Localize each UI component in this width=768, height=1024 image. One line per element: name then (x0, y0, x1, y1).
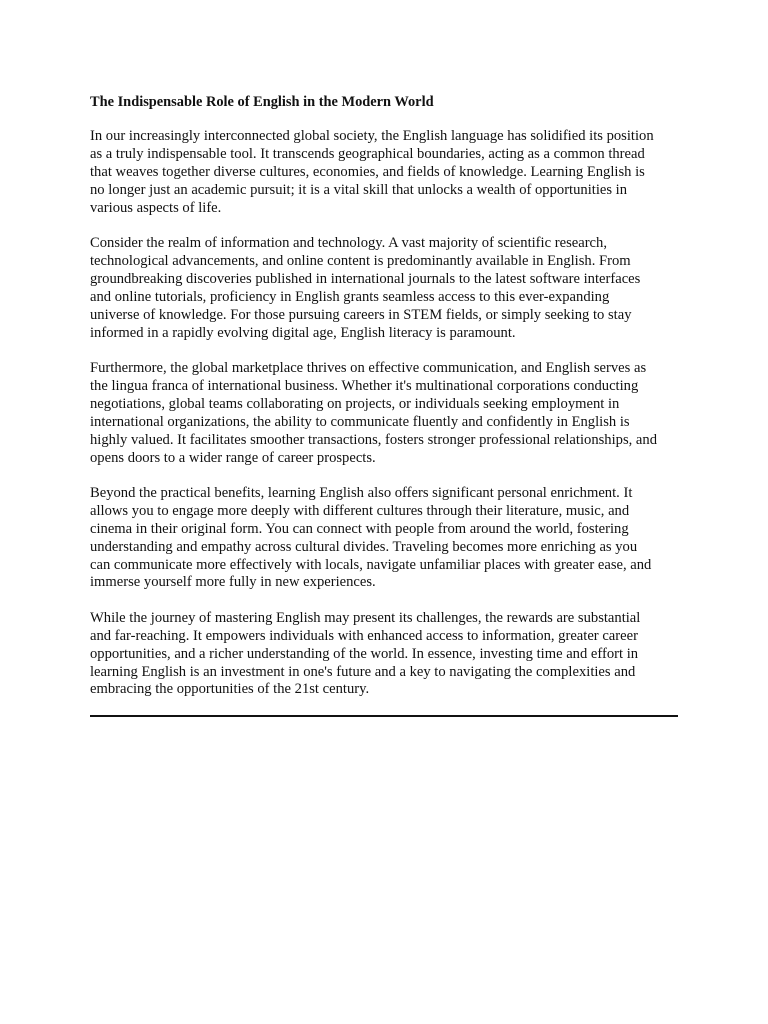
paragraph-line: While the journey of mastering English may present its challenges, the rewards are substantial (90, 609, 641, 626)
paragraph-line: In our increasingly interconnected global society, the English language has solidified its position (90, 128, 654, 144)
paragraph-line: Furthermore, the global marketplace thrives on effective communication, and English serves as (90, 359, 647, 376)
paragraph-line: allows you to engage more deeply with different cultures through their literature, music, and (90, 502, 630, 519)
paragraph-5 (90, 610, 680, 700)
document-body (90, 93, 680, 717)
paragraph-line: the lingua franca of international business. Whether it's multinational corporations conducting (90, 377, 639, 394)
paragraph-line: and online tutorials, proficiency in English grants seamless access to this ever-expanding (90, 288, 610, 305)
paragraph-line: no longer just an academic pursuit; it is a vital skill that unlocks a wealth of opportunities in (90, 181, 628, 198)
paragraph-line: international organizations, the ability to communicate fluently and confidently in English is (90, 413, 630, 430)
paragraph-line: learning English is an investment in one's future and a key to navigating the complexities and (90, 663, 636, 680)
paragraph-line: that weaves together diverse cultures, economies, and fields of knowledge. Learning English is (90, 163, 645, 180)
paragraph-line: Beyond the practical benefits, learning English also offers significant personal enrichment. It (90, 484, 633, 501)
paragraph-line: as a truly indispensable tool. It transcends geographical boundaries, acting as a common thread (90, 145, 645, 162)
paragraph-line: understanding and empathy across cultural divides. Traveling becomes more enriching as you (90, 538, 638, 555)
paragraph-line: negotiations, global teams collaborating on projects, or individuals seeking employment in (90, 395, 620, 412)
paragraph-line: universe of knowledge. For those pursuing careers in STEM fields, or simply seeking to stay (90, 306, 632, 323)
paragraph-1 (90, 128, 680, 218)
paragraph-line: informed in a rapidly evolving digital age, English literacy is paramount. (90, 324, 516, 341)
paragraph-3 (90, 360, 680, 467)
paragraph-line: and far-reaching. It empowers individuals with enhanced access to information, greater career (90, 627, 638, 644)
paragraph-4 (90, 485, 680, 592)
paragraph-line: cinema in their original form. You can connect with people from around the world, fostering (90, 520, 629, 537)
paragraph-line: groundbreaking discoveries published in international journals to the latest software interfaces (90, 270, 641, 287)
paragraph-line: embracing the opportunities of the 21st century. (90, 681, 370, 698)
paragraph-line: technological advancements, and online content is predominantly available in English. From (90, 252, 631, 269)
document-title: The Indispensable Role of English in the Modern World (90, 94, 434, 110)
paragraph-line: Consider the realm of information and technology. A vast majority of scientific research, (90, 235, 607, 252)
paragraph-line: highly valued. It facilitates smoother transactions, fosters stronger professional relationships, and (90, 431, 657, 448)
paragraph-line: immerse yourself more fully in new experiences. (90, 574, 376, 591)
horizontal-rule (90, 715, 678, 717)
paragraph-2 (90, 235, 680, 342)
paragraph-line: opportunities, and a richer understanding of the world. In essence, investing time and effort in (90, 645, 639, 662)
paragraph-line: opens doors to a wider range of career prospects. (90, 449, 376, 466)
paragraph-line: can communicate more effectively with locals, navigate unfamiliar places with greater ease, and (90, 556, 652, 573)
paragraph-line: various aspects of life. (90, 199, 222, 216)
